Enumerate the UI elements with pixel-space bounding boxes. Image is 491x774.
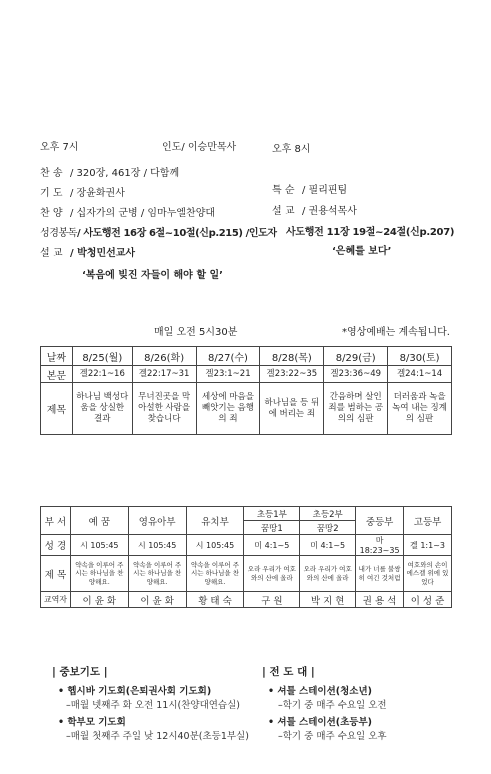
table-row xyxy=(41,347,452,366)
right-service-time: 오후 8시 xyxy=(272,144,311,155)
table-cell: 간음하며 살인죄를 범하는 공의의 심판 xyxy=(324,383,388,435)
table-cell: 오라 우리가 여호와의 산에 올라 xyxy=(300,556,356,592)
table-cell: 약속을 이루어 주시는 하나님을 찬양해요. xyxy=(186,556,244,592)
right-sermon-title: ‘은혜를 보다’ xyxy=(332,246,392,257)
dept-cell: 예 꿈 xyxy=(70,507,128,535)
table-cell: 구 원 xyxy=(244,592,300,608)
table-cell: 겔 1:1~3 xyxy=(404,535,452,556)
table-cell: 시 105:45 xyxy=(186,535,244,556)
left-service-time: 오후 7시 xyxy=(40,142,79,153)
table-cell: 하나님을 등 뒤에 버리는 죄 xyxy=(260,383,324,435)
evangelism-item-title: • 셔틀 스테이션(청소년) xyxy=(268,686,372,697)
row-label: 교역자 xyxy=(41,592,71,608)
row-label: 성 경 xyxy=(41,535,71,556)
table-cell: 이 성 준 xyxy=(404,592,452,608)
row-label: 성경봉독 xyxy=(40,228,78,239)
row-label: 설 교 xyxy=(40,248,63,259)
evangelism-item-title: • 셔틀 스테이션(초등부) xyxy=(268,717,372,728)
table-cell: 오라 우리가 여호와의 산에 올라 xyxy=(244,556,300,592)
header-cell: 8/26(화) xyxy=(132,347,196,366)
row-label: 제 목 xyxy=(41,556,71,592)
evangelism-section-title: | 전 도 대 | xyxy=(262,666,315,678)
row-value: / 장윤화권사 xyxy=(70,188,125,199)
table-cell: 이 윤 화 xyxy=(70,592,128,608)
row-value: / 사도행전 16장 6절~10절(신p.215) /인도자 xyxy=(77,228,277,239)
table-cell: 겔23:36~49 xyxy=(324,366,388,383)
right-scripture: 사도행전 11장 19절~24절(신p.207) xyxy=(286,227,455,238)
evangelism-item-sub: –학기 중 매주 수요일 오전 xyxy=(278,700,387,711)
row-value: / 권용석목사 xyxy=(302,206,357,217)
table-cell: 마 18:23~35 xyxy=(356,535,404,556)
row-value: / 십자가의 군병 / 임마누엘찬양대 xyxy=(70,208,216,219)
table-row xyxy=(41,507,452,521)
table-cell: 황 태 숙 xyxy=(186,592,244,608)
table-cell: 약속을 이루어 주시는 하나님을 찬양해요. xyxy=(128,556,186,592)
right-row-sermon xyxy=(272,202,357,217)
dept-cell: 유치부 xyxy=(186,507,244,535)
row-label: 부 서 xyxy=(41,507,71,535)
row-label: 설 교 xyxy=(272,206,295,217)
subdept-cell: 꿈땅2 xyxy=(300,521,356,535)
left-row-sermon xyxy=(40,244,135,259)
table-cell: 약속을 이루어 주시는 하나님을 찬양해요. xyxy=(70,556,128,592)
table-cell: 겔22:17~31 xyxy=(132,366,196,383)
left-row-reading xyxy=(40,224,277,239)
row-label: 찬 송 xyxy=(40,168,63,179)
header-cell: 8/30(토) xyxy=(388,347,452,366)
table-cell: 겔23:22~35 xyxy=(260,366,324,383)
dept-cell: 초등1부 xyxy=(244,507,300,521)
header-cell: 날짜 xyxy=(41,347,73,366)
prayer-item-title: • 헵시바 기도회(은퇴권사회 기도회) xyxy=(58,686,212,697)
prayer-section-title: | 중보기도 | xyxy=(52,666,108,678)
table-cell: 더러움과 녹을 녹여 내는 징계의 심판 xyxy=(388,383,452,435)
header-cell: 8/25(월) xyxy=(72,347,132,366)
row-value: / 320장, 461장 / 다함께 xyxy=(70,168,180,179)
row-value: / 박청민선교사 xyxy=(70,248,136,259)
table-cell: 미 4:1~5 xyxy=(300,535,356,556)
school-schedule-table xyxy=(40,506,452,608)
left-service-leader: 인도/ 이승만목사 xyxy=(162,142,237,153)
header-cell: 8/29(금) xyxy=(324,347,388,366)
header-cell: 8/28(목) xyxy=(260,347,324,366)
row-value: / 필리핀팀 xyxy=(302,185,348,196)
left-row-prayer xyxy=(40,184,125,199)
table-cell: 세상에 마음을 빼앗기는 음행의 죄 xyxy=(196,383,260,435)
table-cell: 이 윤 화 xyxy=(128,592,186,608)
dawn-schedule-table xyxy=(40,346,452,435)
left-row-hymn xyxy=(40,164,179,179)
evangelism-item-sub: –학기 중 매주 수요일 오후 xyxy=(278,731,387,742)
prayer-item-title: • 학부모 기도회 xyxy=(58,717,126,728)
header-cell: 8/27(수) xyxy=(196,347,260,366)
dept-cell: 중등부 xyxy=(356,507,404,535)
dept-cell: 초등2부 xyxy=(300,507,356,521)
prayer-item-sub: –매월 첫째주 주일 낮 12시40분(초등1부실) xyxy=(66,731,249,742)
table-cell: 겔23:1~21 xyxy=(196,366,260,383)
table-cell: 하나님 백성다움을 상실한 결과 xyxy=(72,383,132,435)
table-cell: 박 지 현 xyxy=(300,592,356,608)
table-cell: 무너진곳을 막아설한 사람을 찾습니다 xyxy=(132,383,196,435)
table-cell: 권 용 석 xyxy=(356,592,404,608)
left-sermon-title: ‘복음에 빚진 자들이 해야 할 일’ xyxy=(82,270,223,281)
table-row xyxy=(41,556,452,592)
table-row xyxy=(41,383,452,435)
row-label: 본문 xyxy=(41,366,73,383)
row-label: 제목 xyxy=(41,383,73,435)
right-row-special xyxy=(272,181,347,196)
dept-cell: 영유아부 xyxy=(128,507,186,535)
table-cell: 시 105:45 xyxy=(70,535,128,556)
dept-cell: 고등부 xyxy=(404,507,452,535)
table-row xyxy=(41,535,452,556)
left-row-praise xyxy=(40,204,215,219)
prayer-item-sub: –매월 넷째주 화 오전 11시(찬양대연습실) xyxy=(66,700,240,711)
table-cell: 여호와의 손이 에스겔 위에 있었다 xyxy=(404,556,452,592)
table-cell: 겔22:1~16 xyxy=(72,366,132,383)
table-row xyxy=(41,366,452,383)
table-cell: 시 105:45 xyxy=(128,535,186,556)
row-label: 기 도 xyxy=(40,188,63,199)
row-label: 특 순 xyxy=(272,185,295,196)
table-cell: 겔24:1~14 xyxy=(388,366,452,383)
subdept-cell: 꿈땅1 xyxy=(244,521,300,535)
dawn-note: *영상예배는 계속됩니다. xyxy=(342,327,450,338)
table-cell: 미 4:1~5 xyxy=(244,535,300,556)
table-cell: 내가 너를 불쌍히 여긴 것처럼 xyxy=(356,556,404,592)
dawn-time-label: 매일 오전 5시30분 xyxy=(154,327,238,338)
table-row xyxy=(41,592,452,608)
row-label: 찬 양 xyxy=(40,208,63,219)
